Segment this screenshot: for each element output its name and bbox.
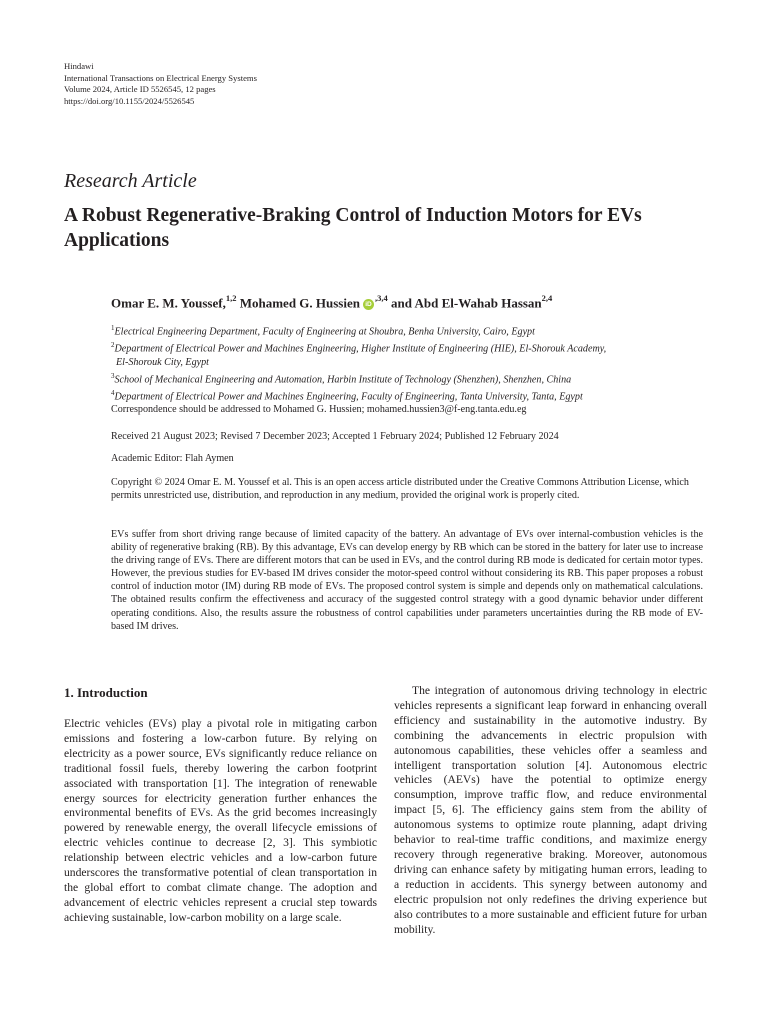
- affiliation-continuation: El-Shorouk City, Egypt: [116, 357, 209, 369]
- author-affiliation-marker: 2,4: [541, 293, 553, 303]
- affiliation-item: [111, 322, 711, 339]
- affiliation-number: 2: [111, 341, 115, 350]
- volume-info: Volume 2024, Article ID 5526545, 12 pages: [64, 84, 216, 95]
- affiliation-number: 1: [111, 324, 115, 332]
- academic-editor: Academic Editor: Flah Aymen: [111, 453, 234, 464]
- article-type: Research Article: [64, 170, 197, 192]
- affiliation-number: 4: [111, 388, 115, 397]
- copyright-notice: Copyright © 2024 Omar E. M. Youssef et al. This is an open access article distributed under the Creative Commons Attribution License, which permits unrestricted use, distribution, and reproduction in any medium, provided the original work is properly cited.: [111, 477, 689, 502]
- author-affiliation-marker: ,3,4: [374, 293, 388, 303]
- affiliation-text: School of Mechanical Engineering and Automation, Harbin Institute of Technology (Shenzhen), Shenzhen, China: [114, 374, 572, 386]
- author-name: Mohamed G. Hussien: [239, 295, 360, 311]
- correspondence-note: Correspondence should be addressed to Mohamed G. Hussien; mohamed.hussien3@f-eng.tanta.edu.eg: [111, 404, 527, 415]
- paper-title: A Robust Regenerative-Braking Control of Induction Motors for EVs Applications: [64, 205, 642, 251]
- publication-dates: Received 21 August 2023; Revised 7 December 2023; Accepted 1 February 2024; Published 12 February 2024: [111, 431, 559, 442]
- body-column-left: [64, 684, 377, 926]
- publisher-name: Hindawi: [64, 61, 94, 71]
- affiliation-text: Electrical Engineering Department, Faculty of Engineering at Shoubra, Benha University, Cairo, Egypt: [114, 326, 535, 338]
- affiliation-number: 3: [111, 371, 115, 380]
- affiliation-text: Department of Electrical Power and Machines Engineering, Faculty of Engineering, Tanta University, Tanta, Egypt: [114, 391, 583, 403]
- section-heading: 1. Introduction: [64, 685, 148, 700]
- author-connector: and: [390, 295, 412, 311]
- body-paragraph: Electric vehicles (EVs) play a pivotal role in mitigating carbon emissions and fostering a low-carbon future. By relying on electricity as a power source, EVs significantly reduce reliance on traditional fossil fuels, thereby lowering the carbon footprint associated with transportation [1]. The integration of renewable energy sources for electricity generation further enhances the environmental benefits of EVs. As the grid becomes increasingly powered by renewable energy, the overall lifecycle emissions of electric vehicles continue to decrease [2, 3]. This symbiotic relationship between electric vehicles and a low-carbon future underscores the transformative potential of clean transportation in the global effort to combat climate change. The adoption and advancement of electric vehicles represent a crucial step towards achieving sustainable, low-carbon mobility on a large scale.: [64, 717, 377, 924]
- author-name: Abd El-Wahab Hassan: [414, 295, 542, 311]
- affiliation-text: Department of Electrical Power and Machines Engineering, Higher Institute of Engineering (HIE), El-Shorouk Academy,: [114, 343, 607, 355]
- abstract: EVs suffer from short driving range because of limited capacity of the battery. An advantage of EVs over internal-combustion vehicles is the ability of regenerative braking (RB). By this advantage, EVs can develop energy by RB which can be stored in the battery for later use to increase the driving range of EVs. There are different motors that can be used in EVs, and the control during RB mode is dedicated for certain motor types. However, the previous studies for EV-based IM drives consider the motor-speed control without considering its RB. This paper proposes a robust control of induction motor (IM) during RB mode of EVs. The proposed control system is simple and depends only on mathematical calculations. The obtained results confirm the effectiveness and accuracy of the suggested control strategy with a good dynamic behavior under different operating conditions. Also, the results assure the robustness of control capabilities under parameters uncertainties during the RB mode of EV-based IM drives.: [111, 529, 703, 632]
- journal-name: International Transactions on Electrical Energy Systems: [64, 72, 257, 83]
- affiliation-item: [111, 339, 711, 356]
- doi-link[interactable]: https://doi.org/10.1155/2024/5526545: [64, 95, 195, 106]
- affiliation-item: [111, 370, 711, 387]
- author-affiliation-marker: 1,2: [225, 293, 237, 303]
- orcid-icon[interactable]: iD: [363, 299, 374, 310]
- affiliation-item: [111, 387, 711, 404]
- journal-masthead: [64, 61, 257, 107]
- author-list: [111, 294, 711, 311]
- affiliation-list: [111, 322, 711, 404]
- body-paragraph: The integration of autonomous driving technology in electric vehicles represents a significant leap forward in enhancing overall efficiency and sustainability in the automotive industry. By combining the advancements in electric propulsion with autonomous capabilities, these vehicles offer a seamless and intelligent transportation solution [4]. Autonomous electric vehicles (AEVs) have the potential to optimize energy consumption, improve traffic flow, and reduce environmental impact [5, 6]. The efficiency gains stem from the ability of autonomous systems to optimize route planning, adapt driving behavior to real-time traffic conditions, and maximize energy recovery through regenerative braking. Moreover, autonomous driving can enhance safety by mitigating human errors, leading to a reduction in accidents. This synergy between autonomy and electric propulsion not only redefines the driving experience but also contributes to a more sustainable and efficient future for urban mobility.: [394, 684, 707, 936]
- body-column-right: [394, 684, 707, 937]
- author-name: Omar E. M. Youssef,: [111, 295, 226, 311]
